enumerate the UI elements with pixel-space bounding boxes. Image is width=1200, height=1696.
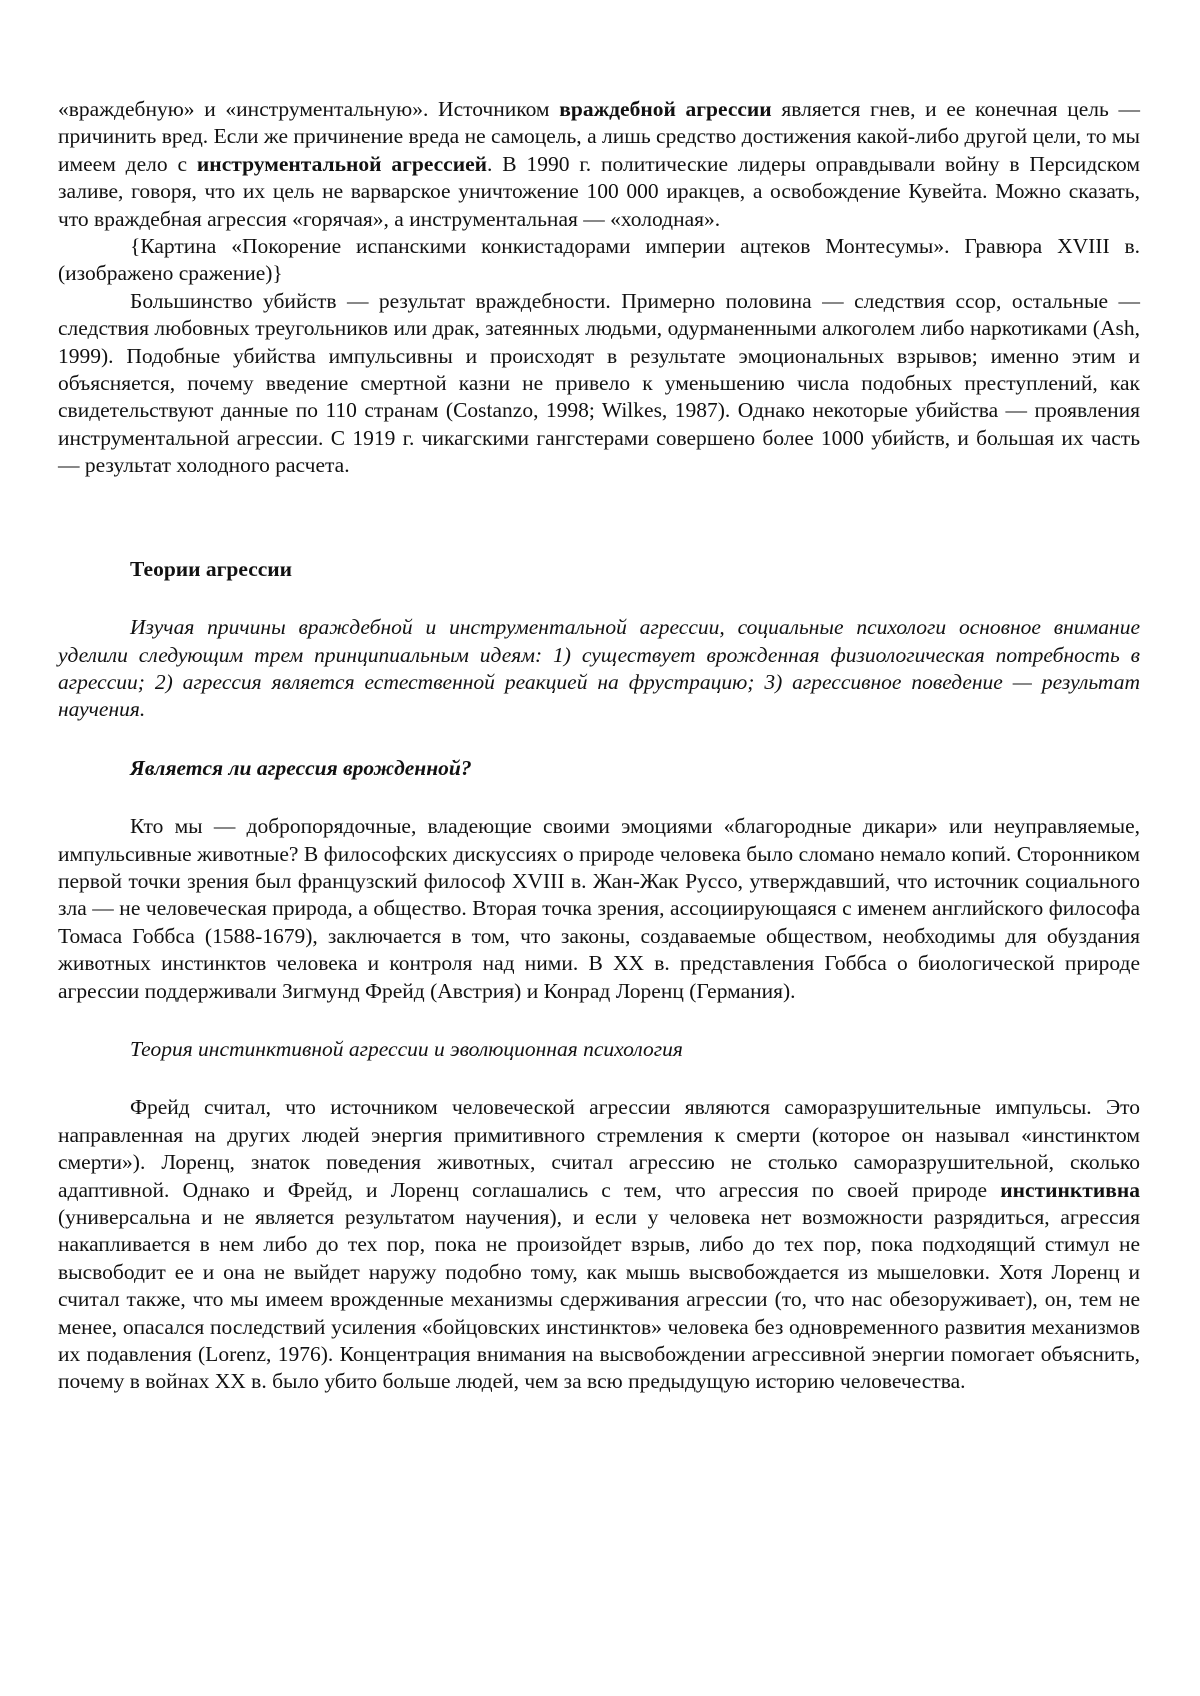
paragraph-murders: Большинство убийств — результат враждебности. Примерно половина — следствия ссор, остальные — следствия любовных треугольников или драк, затеянных людьми, одурманенными алкоголем либо наркотиками (Ash, 1999). Подобные убийства импульсивны и происходят в результате эмоциональных взрывов; именно этим и объясняется, почему введение смертной казни не привело к уменьшению числа подобных преступлений, как свидетельствуют данные по 110 странам (Costanzo, 1998; Wilkes, 1987). Однако некоторые убийства — проявления инструментальной агрессии. С 1919 г. чикагскими гангстерами совершено более 1000 убийств, и большая их часть — результат холодного расчета. — [58, 288, 1140, 478]
heading-instinct-theory: Теория инстинктивной агрессии и эволюционная психология — [130, 1036, 683, 1061]
picture-note: {Картина «Покорение испанскими конкистадорами империи ацтеков Монтесумы». Гравюра XVIII в. (изображено сражение)} — [58, 234, 1140, 286]
term-hostile-aggression: враждебной агрессии — [559, 97, 772, 121]
paragraph-freud-lorenz: Фрейд считал, что источником человеческой агрессии являются саморазрушительные импульсы. Это направленная на других людей энергия примитивного стремления к смерти (которое он называл «инстинктом смерти»). Лоренц, знаток поведения животных, считал агрессию не столько саморазрушительной, сколько адаптивной. Однако и Фрейд, и Лоренц соглашались с тем, что агрессия по своей природе инстинктивна (универсальна и не является результатом научения), и если у человека нет возможности разрядиться, агрессия накапливается в нем либо до тех пор, пока не произойдет взрыв, либо до тех пор, пока подходящий стимул не высвободит ее и она не выйдет наружу подобно тому, как мышь высвобождается из мышеловки. Хотя Лоренц и считал также, что мы имеем врожденные механизмы сдерживания агрессии (то, что нас обезоруживает), он, тем не менее, опасался последствий усиления «бойцовских инстинктов» человека без одновременного развития механизмов их подавления (Lorenz, 1976). Концентрация внимания на высвобождении агрессивной энергии помогает объяснить, почему в войнах XX в. было убито больше людей, чем за всю предыдущую историю человечества. — [58, 1095, 1140, 1394]
paragraph-hostile-instrumental: «враждебную» и «инструментальную». Источником враждебной агрессии является гнев, и ее конечная цель — причинить вред. Если же причинение вреда не самоцель, а лишь средство достижения какой-либо другой цели, то мы имеем дело с инструментальной агрессией. В 1990 г. политические лидеры оправдывали войну в Персидском заливе, говоря, что их цель не варварское уничтожение 100 000 иракцев, а освобождение Кувейта. Можно сказать, что враждебная агрессия «горячая», а инструментальная — «холодная». — [58, 97, 1140, 231]
heading-innate: Является ли агрессия врожденной? — [130, 755, 472, 780]
heading-theories: Теории агрессии — [130, 556, 293, 581]
paragraph-philosophy: Кто мы — добропорядочные, владеющие своими эмоциями «благородные дикари» или неуправляемые, импульсивные животные? В философских дискуссиях о природе человека было сломано немало копий. Сторонником первой точки зрения был французский философ XVIII в. Жан-Жак Руссо, утверждавший, что источник социального зла — не человеческая природа, а общество. Вторая точка зрения, ассоциирующаяся с именем английского философа Томаса Гоббса (1588-1679), заключается в том, что законы, создаваемые обществом, необходимы для обуздания животных инстинктов человека и контроля над ними. В XX в. представления Гоббса о биологической природе агрессии поддерживали Зигмунд Фрейд (Австрия) и Конрад Лоренц (Германия). — [58, 814, 1140, 1003]
intro-italic-paragraph: Изучая причины враждебной и инструментальной агрессии, социальные психологи основное внимание уделили следующим трем принципиальным идеям: 1) существует врожденная физиологическая потребность в агрессии; 2) агрессия является естественной реакцией на фрустрацию; 3) агрессивное поведение — результат научения. — [58, 615, 1140, 722]
term-instrumental-aggression: инструментальной агрессией — [196, 151, 488, 176]
term-instinctive: инстинктивна — [1000, 1177, 1140, 1202]
